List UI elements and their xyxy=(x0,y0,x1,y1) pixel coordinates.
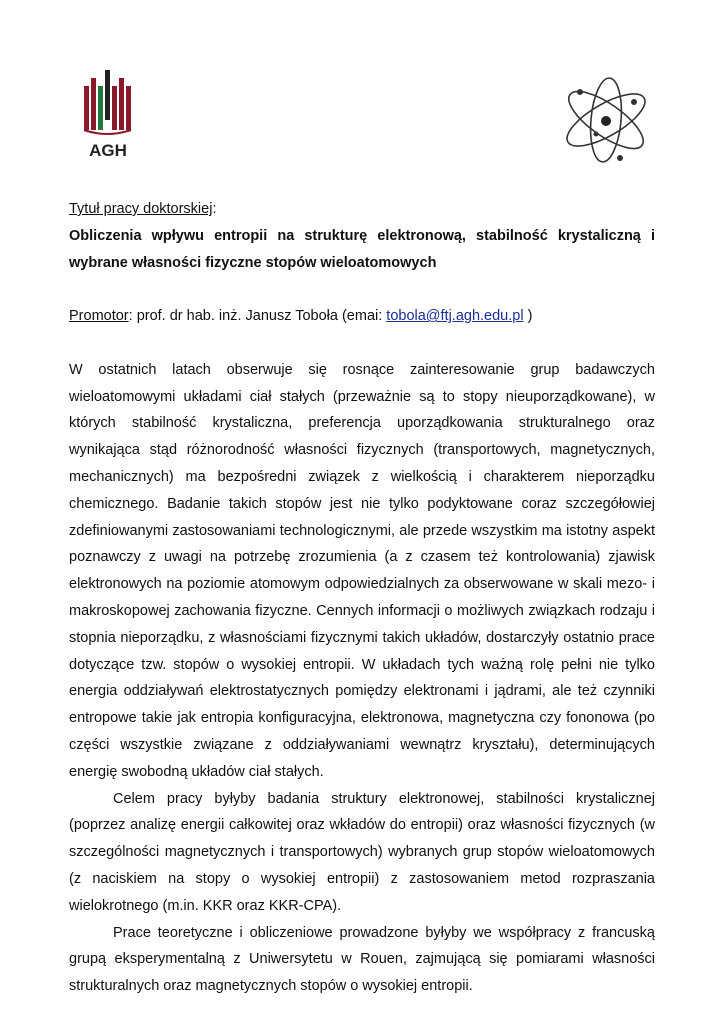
electron-icon xyxy=(617,155,623,161)
thesis-title: Obliczenia wpływu entropii na strukturę elektronową, stabilność krystaliczną i wybrane własności fizyczne stopów wieloatomowych xyxy=(69,227,655,271)
electron-icon xyxy=(577,89,583,95)
agh-university-logo xyxy=(83,68,133,160)
promotor-label: Promotor xyxy=(69,308,129,325)
title-label: Tytuł pracy doktorskiej xyxy=(69,201,213,217)
document-body xyxy=(69,196,655,1000)
promotor-end: ) xyxy=(523,308,533,325)
paragraph-goal: Celem pracy byłyby badania struktury elektronowej, stabilności krystalicznej (poprzez analizę energii całkowitej oraz wkładów do entropii) oraz własności fizycznych (w szczególności magnetycznych i transportowych) wybranych grup stopów wieloatomowych (z naciskiem na stopy o wysokiej entropii) z zastosowaniem metod rozpraszania wielokrotnego (m.in. KKR oraz KKR-CPA). xyxy=(69,790,655,914)
electron-icon xyxy=(631,99,637,105)
agh-logo-text: AGH xyxy=(89,141,127,160)
promotor-line xyxy=(69,303,655,330)
title-label-line xyxy=(69,196,655,223)
paragraph-intro: W ostatnich latach obserwuje się rosnące zainteresowanie grup badawczych wieloatomowymi układami ciał stałych (przeważnie są to stopy nieuporządkowane), w których stabilność krystaliczna, preferencja uporządkowania strukturalnego oraz wynikająca stąd różnorodność własności fizycznych (transportowych, magnetycznych, mechanicznych) ma bezpośredni związek z wielkością i charakterem nieporządku chemicznego. Badanie takich stopów jest nie tylko podyktowane coraz szczegółowiej zdefiniowanymi zastosowaniami technologicznymi, ale przede wszystkim ma istotny aspekt poznawczy z uwagi na potrzebę zrozumienia (a z czasem też kontrolowania) zjawisk elektronowych na poziomie atomowym odpowiedzialnych za obserwowane w skali mezo- i makroskopowej zachowania fizyczne. Cennych informacji o możliwych związkach rodzaju i stopnia nieporządku, z własnościami fizycznymi takich układów, dostarczyły ostatnio prace dotyczące tzw. stopów o wysokiej entropii. W układach tych ważną rolę pełni nie tylko energia oddziaływań elektrostatycznych pomiędzy elektronami i jądrami, ale też czynniki entropowe takie jak entropia konfiguracyjna, elektronowa, magnetyczna czy fononowa (po części wszystkie związane z oddziaływaniami wewnątrz kryształu), determinujących energię swobodną układów ciał stałych. xyxy=(69,361,655,780)
atom-orbit-logo xyxy=(560,72,652,168)
promotor-text: : prof. dr hab. inż. Janusz Toboła (emai: xyxy=(128,308,387,325)
agh-emblem-bars xyxy=(84,70,131,134)
promotor-email-link[interactable]: tobola@ftj.agh.edu.pl xyxy=(386,308,524,325)
nucleus-icon xyxy=(601,116,611,126)
title-label-colon: : xyxy=(212,201,217,217)
electron-icon xyxy=(594,132,599,137)
paragraph-collaboration: Prace teoretyczne i obliczeniowe prowadzone byłyby we współpracy z francuską grupą eksperymentalną z Uniwersytetu w Rouen, zajmującą się pomiarami własności strukturalnych oraz magnetycznych stopów o wysokiej entropii. xyxy=(69,924,655,995)
